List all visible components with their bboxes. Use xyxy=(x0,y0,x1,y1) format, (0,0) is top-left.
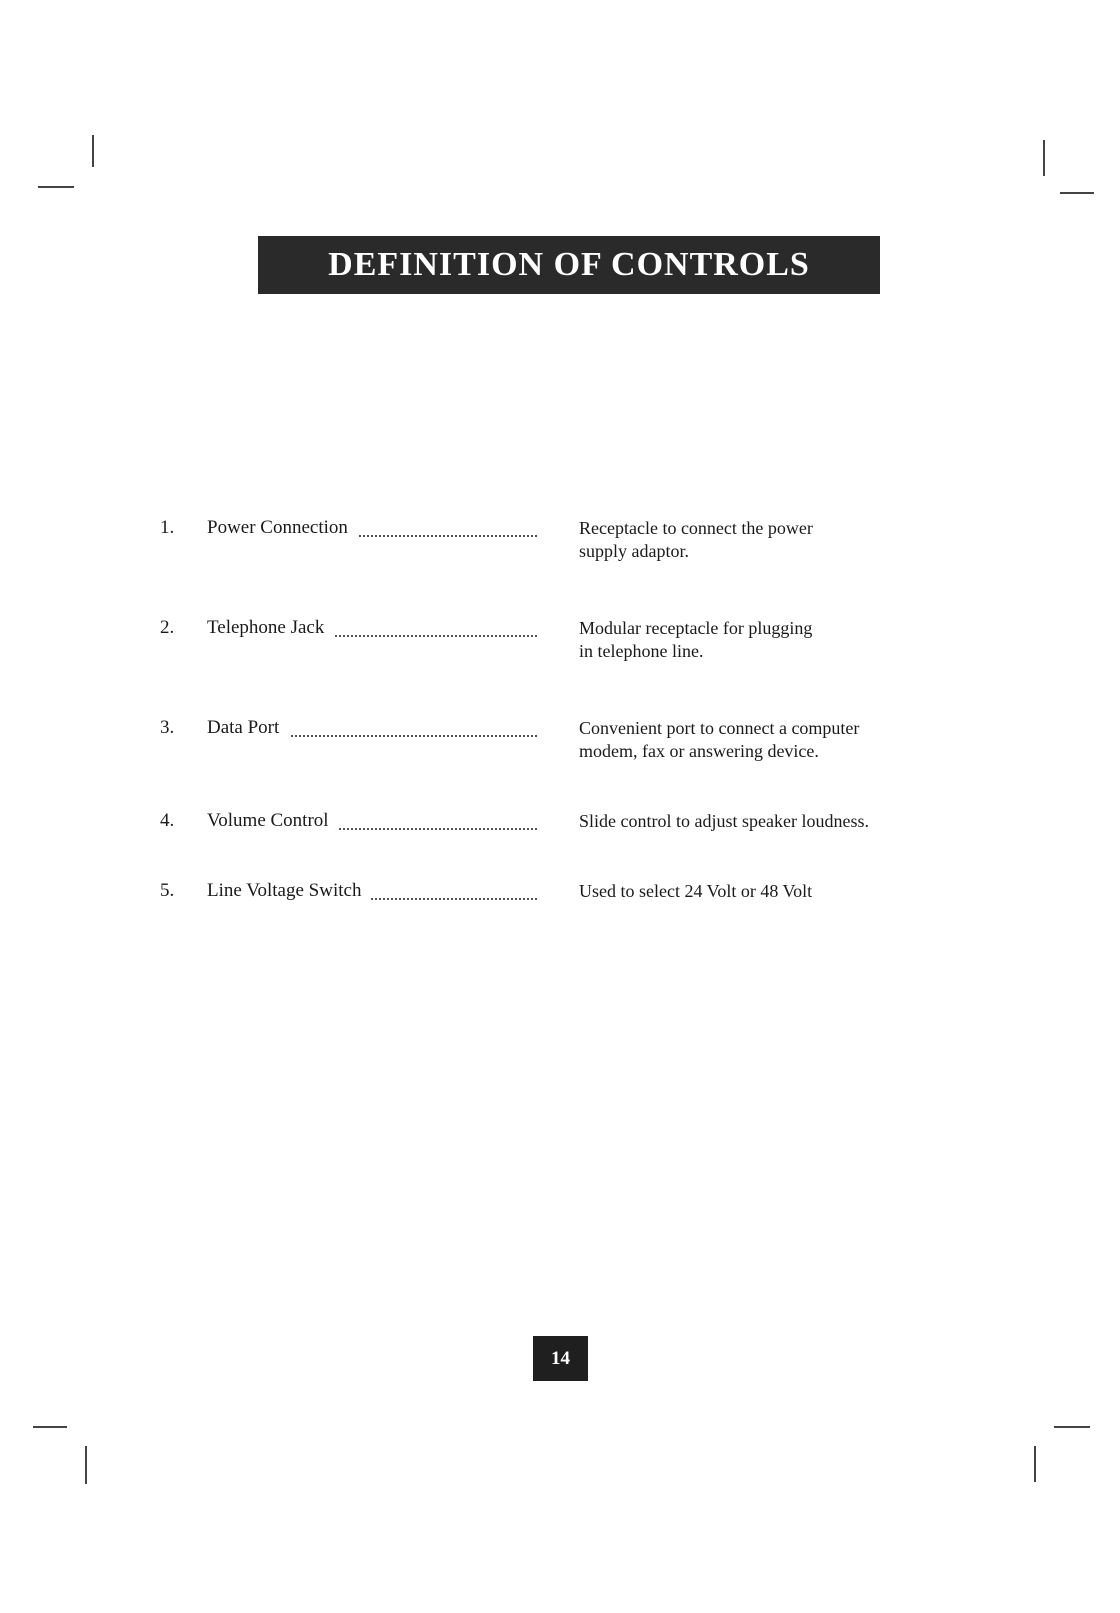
control-description xyxy=(579,880,939,903)
section-title-banner xyxy=(258,236,880,294)
control-item xyxy=(160,880,920,940)
crop-mark-bottom-right-h xyxy=(1054,1426,1090,1428)
description-line: Used to select 24 Volt or 48 Volt xyxy=(579,881,813,901)
description-line: Modular receptacle for plugging xyxy=(579,618,813,638)
control-number: 5. xyxy=(160,880,175,901)
crop-mark-bottom-right-v xyxy=(1034,1446,1036,1482)
control-number: 4. xyxy=(160,810,175,831)
crop-mark-bottom-left-h xyxy=(33,1426,67,1428)
control-label: Telephone Jack xyxy=(207,617,334,638)
control-label: Volume Control xyxy=(207,810,339,831)
control-number: 1. xyxy=(160,517,175,538)
crop-mark-top-right-h xyxy=(1060,192,1094,194)
crop-mark-bottom-left-v xyxy=(85,1446,87,1484)
crop-mark-top-left-v xyxy=(92,135,94,167)
control-description xyxy=(579,717,939,763)
control-item xyxy=(160,617,920,677)
control-label-wrap xyxy=(207,810,547,832)
description-line: modem, fax or answering device. xyxy=(579,741,819,761)
control-description xyxy=(579,617,939,663)
control-label-wrap xyxy=(207,517,547,539)
control-label-wrap xyxy=(207,617,547,639)
control-item xyxy=(160,517,920,577)
crop-mark-top-left-h xyxy=(38,186,74,188)
description-line: Convenient port to connect a computer xyxy=(579,718,860,738)
control-item xyxy=(160,717,920,777)
section-title: DEFINITION OF CONTROLS xyxy=(328,246,810,283)
description-line: supply adaptor. xyxy=(579,541,689,561)
control-label: Data Port xyxy=(207,717,289,738)
control-label-wrap xyxy=(207,717,547,739)
control-item xyxy=(160,810,920,870)
control-description xyxy=(579,517,939,563)
crop-mark-top-right-v xyxy=(1043,140,1045,176)
control-label: Power Connection xyxy=(207,517,358,538)
control-number: 3. xyxy=(160,717,175,738)
control-description xyxy=(579,810,939,833)
page-number: 14 xyxy=(533,1336,588,1381)
description-line: Slide control to adjust speaker loudness. xyxy=(579,811,869,831)
control-number: 2. xyxy=(160,617,175,638)
description-line: Receptacle to connect the power xyxy=(579,518,813,538)
control-label: Line Voltage Switch xyxy=(207,880,371,901)
control-label-wrap xyxy=(207,880,547,902)
description-line: in telephone line. xyxy=(579,641,704,661)
